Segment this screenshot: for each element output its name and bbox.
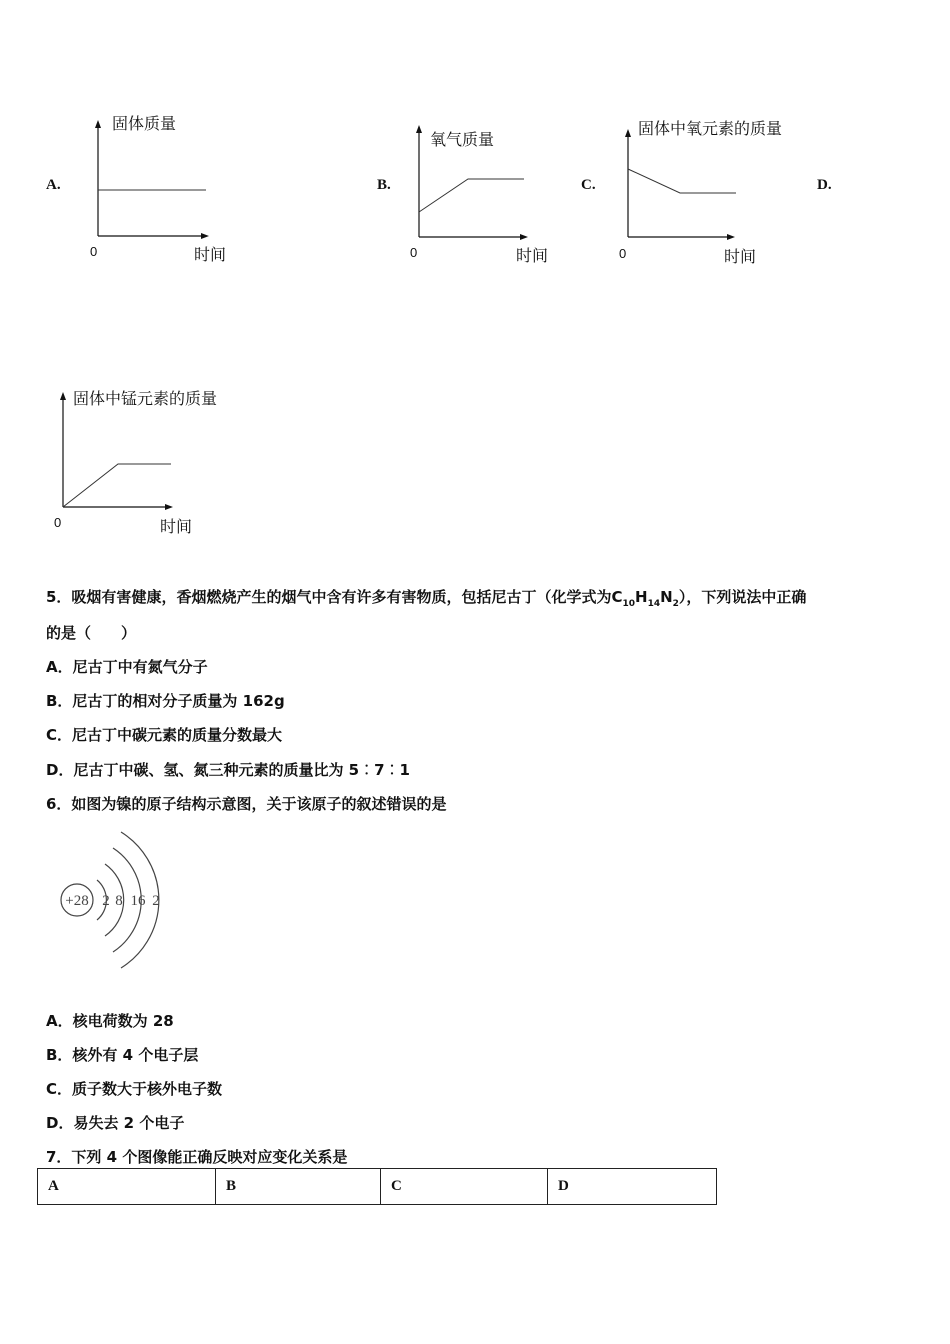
graph-d-y-arrow [60,392,66,400]
q5-stem-line1 [46,586,806,609]
graph-a-y-arrow [95,120,101,128]
q6-option-a: A．核电荷数为 28 [46,1012,174,1030]
q6-option-b: B．核外有 4 个电子层 [46,1046,199,1064]
graph-b-x-arrow [520,234,528,240]
formula-c: C [611,588,623,606]
atom-structure-diagram [55,828,175,973]
graph-d [51,390,181,515]
q7-stem: 7．下列 4 个图像能正确反映对应变化关系是 [46,1148,348,1166]
graph-d-label: D. [817,177,832,193]
formula-h-count: 14 [647,599,661,609]
graph-b-label: B. [377,177,391,193]
q5-option-a: A．尼古丁中有氮气分子 [46,658,208,676]
q6-stem: 6．如图为镍的原子结构示意图，关于该原子的叙述错误的是 [46,795,447,813]
graph-a [85,118,215,243]
shell-3-electrons: 16 [130,893,146,909]
graph-b-xlabel: 时间 [516,246,549,265]
graph-b-y-arrow [416,125,422,133]
graph-d-curve [63,464,171,507]
graph-d-origin: 0 [54,515,62,530]
q6-option-d: D．易失去 2 个电子 [46,1114,185,1132]
graph-a-ylabel: 固体质量 [112,114,177,133]
graph-d-ylabel: 固体中锰元素的质量 [73,389,218,408]
q5-stem-line2: 的是（ ） [46,624,137,642]
graph-d-xlabel: 时间 [160,517,193,536]
graph-a-label: A. [46,177,61,193]
table-row [38,1169,717,1205]
q7-answer-table [37,1168,717,1205]
graph-c-xlabel: 时间 [724,247,757,266]
graph-d-x-arrow [165,504,173,510]
graph-b-curve [419,179,524,212]
q7-col-b: B [216,1169,381,1205]
graph-a-origin: 0 [90,244,98,259]
q7-col-d: D [548,1169,717,1205]
graph-c-label: C. [581,177,596,193]
graph-b-ylabel: 氧气质量 [430,130,495,149]
formula-n-count: 2 [672,599,679,609]
q5-stem-pre: 5．吸烟有害健康，香烟燃烧产生的烟气中含有许多有害物质，包括尼古丁（化学式为 [46,588,612,606]
shell-2-electrons: 8 [115,893,123,909]
q5-stem-post: ），下列说法中正确 [678,588,807,606]
q5-option-d: D．尼古丁中碳、氢、氮三种元素的质量比为 5︰7︰1 [46,761,410,779]
graph-c-ylabel: 固体中氧元素的质量 [638,119,783,138]
q6-option-c: C．质子数大于核外电子数 [46,1080,223,1098]
graph-a-xlabel: 时间 [194,245,227,264]
q7-col-c: C [381,1169,548,1205]
graph-c [615,127,745,247]
graph-c-curve [628,169,736,193]
formula-c-count: 10 [622,599,635,609]
graph-c-y-arrow [625,129,631,137]
graph-a-x-arrow [201,233,209,239]
shell-1-electrons: 2 [102,893,110,909]
graph-c-x-arrow [727,234,735,240]
graph-b [406,122,536,247]
q5-option-b: B．尼古丁的相对分子质量为 162g [46,692,285,710]
nucleus-charge: +28 [65,893,89,909]
graph-c-origin: 0 [619,246,627,261]
q7-col-a: A [38,1169,216,1205]
q5-option-c: C．尼古丁中碳元素的质量分数最大 [46,726,283,744]
shell-4-electrons: 2 [152,893,160,909]
formula-h: H [635,588,648,606]
graph-b-origin: 0 [410,245,418,260]
formula-n: N [660,588,673,606]
